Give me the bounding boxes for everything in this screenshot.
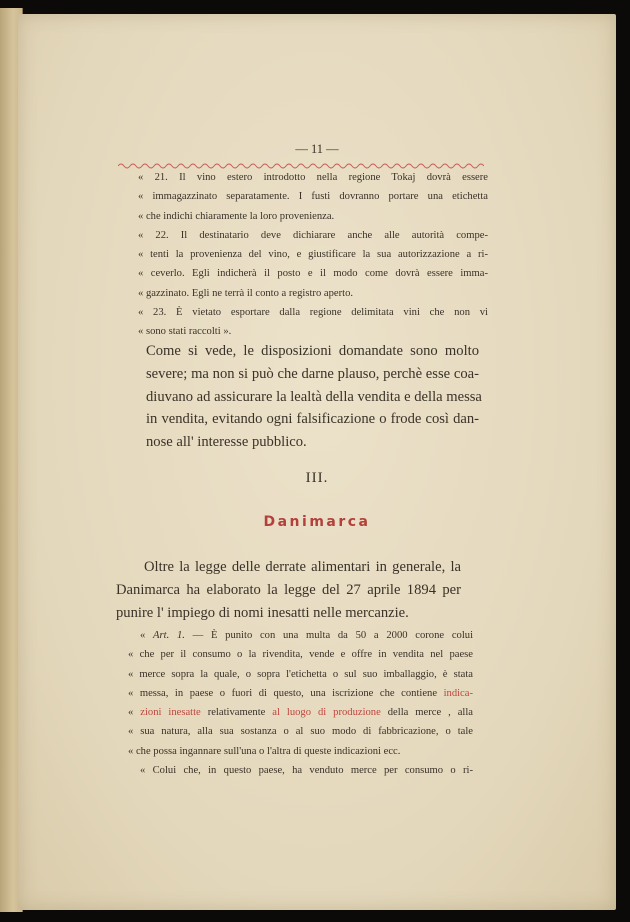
highlight-red: indica- xyxy=(443,687,473,699)
quote-line xyxy=(128,626,473,645)
quote-line: « 23. È vietato esportare dalla regione delimitata vini che non vi xyxy=(138,307,488,319)
quote-line: « tenti la provenienza del vino, e giustificare la sua autorizzazione a ri- xyxy=(138,249,488,261)
body-line: punire l' impiego di nomi inesatti nelle mercanzie. xyxy=(116,604,409,621)
body-line: diuvano ad assicurare la lealtà della vendita e della messa xyxy=(146,388,482,405)
quote-text: relativamente xyxy=(200,707,273,719)
quote-line: « immagazzinato separatamente. I fusti dovranno portare una etichetta xyxy=(138,191,488,203)
quote-line: « 21. Il vino estero introdotto nella regione Tokaj dovrà essere xyxy=(138,172,488,183)
quote-line: « sua natura, alla sua sostanza o al suo modo di fabbricazione, o tale xyxy=(128,726,473,738)
quote-text: — È punito con una multa da 50 a 2000 corone colui xyxy=(184,630,474,641)
denmark-paragraph xyxy=(116,556,461,624)
quote-line: « che per il consumo o la rivendita, vende e offre in vendita nel paese xyxy=(128,649,473,661)
quote-mark: « xyxy=(128,707,141,719)
quote-text: della merce , alla xyxy=(380,707,473,719)
body-line: Danimarca ha elaborato la legge del 27 aprile 1894 per xyxy=(116,581,461,598)
quote-tokaj-articles xyxy=(138,168,488,342)
article-ref: Art. 1. xyxy=(153,630,185,641)
quote-mark: « xyxy=(140,630,154,641)
quote-line: « gazzinato. Egli ne terrà il conto a registro aperto. xyxy=(138,287,354,299)
book-page xyxy=(18,14,616,910)
body-line: nose all' interesse pubblico. xyxy=(146,434,307,451)
quote-line: « che indichi chiaramente la loro provenienza. xyxy=(138,210,335,222)
highlight-red: zioni inesatte xyxy=(140,707,201,719)
highlight-red: al luogo di produzione xyxy=(272,707,381,719)
quote-line: « che possa ingannare sull'una o l'altra di queste indicazioni ecc. xyxy=(128,745,401,757)
quote-danish-law xyxy=(128,626,473,780)
section-number: III. xyxy=(305,470,329,486)
commentary-paragraph xyxy=(146,340,482,454)
quote-line: « ceverlo. Egli indicherà il posto e il modo come dovrà essere imma- xyxy=(138,268,488,280)
quote-line: « Colui che, in questo paese, ha venduto merce per consumo o ri- xyxy=(140,765,473,777)
quote-line: « 22. Il destinatario deve dichiarare anche alle autorità compe- xyxy=(138,229,488,241)
body-line: Oltre la legge delle derrate alimentari in generale, la xyxy=(144,559,461,575)
quote-line xyxy=(128,684,473,703)
body-line: severe; ma non si può che darne plauso, perchè esse coa- xyxy=(146,365,479,382)
body-line: Come si vede, le disposizioni domandate sono molto xyxy=(146,343,479,359)
section-title: Danimarca xyxy=(263,514,371,530)
quote-text: « messa, in paese o fuori di questo, una iscrizione che contiene xyxy=(128,687,444,699)
quote-line: « sono stati raccolti ». xyxy=(138,326,232,338)
body-line: in vendita, evitando ogni falsificazione o frode così dan- xyxy=(146,411,479,428)
quote-line: « merce sopra la quale, o sopra l'etichetta o sul suo imballaggio, è stata xyxy=(128,668,473,680)
page-number: — 11 — xyxy=(295,142,339,156)
quote-line xyxy=(128,703,473,722)
